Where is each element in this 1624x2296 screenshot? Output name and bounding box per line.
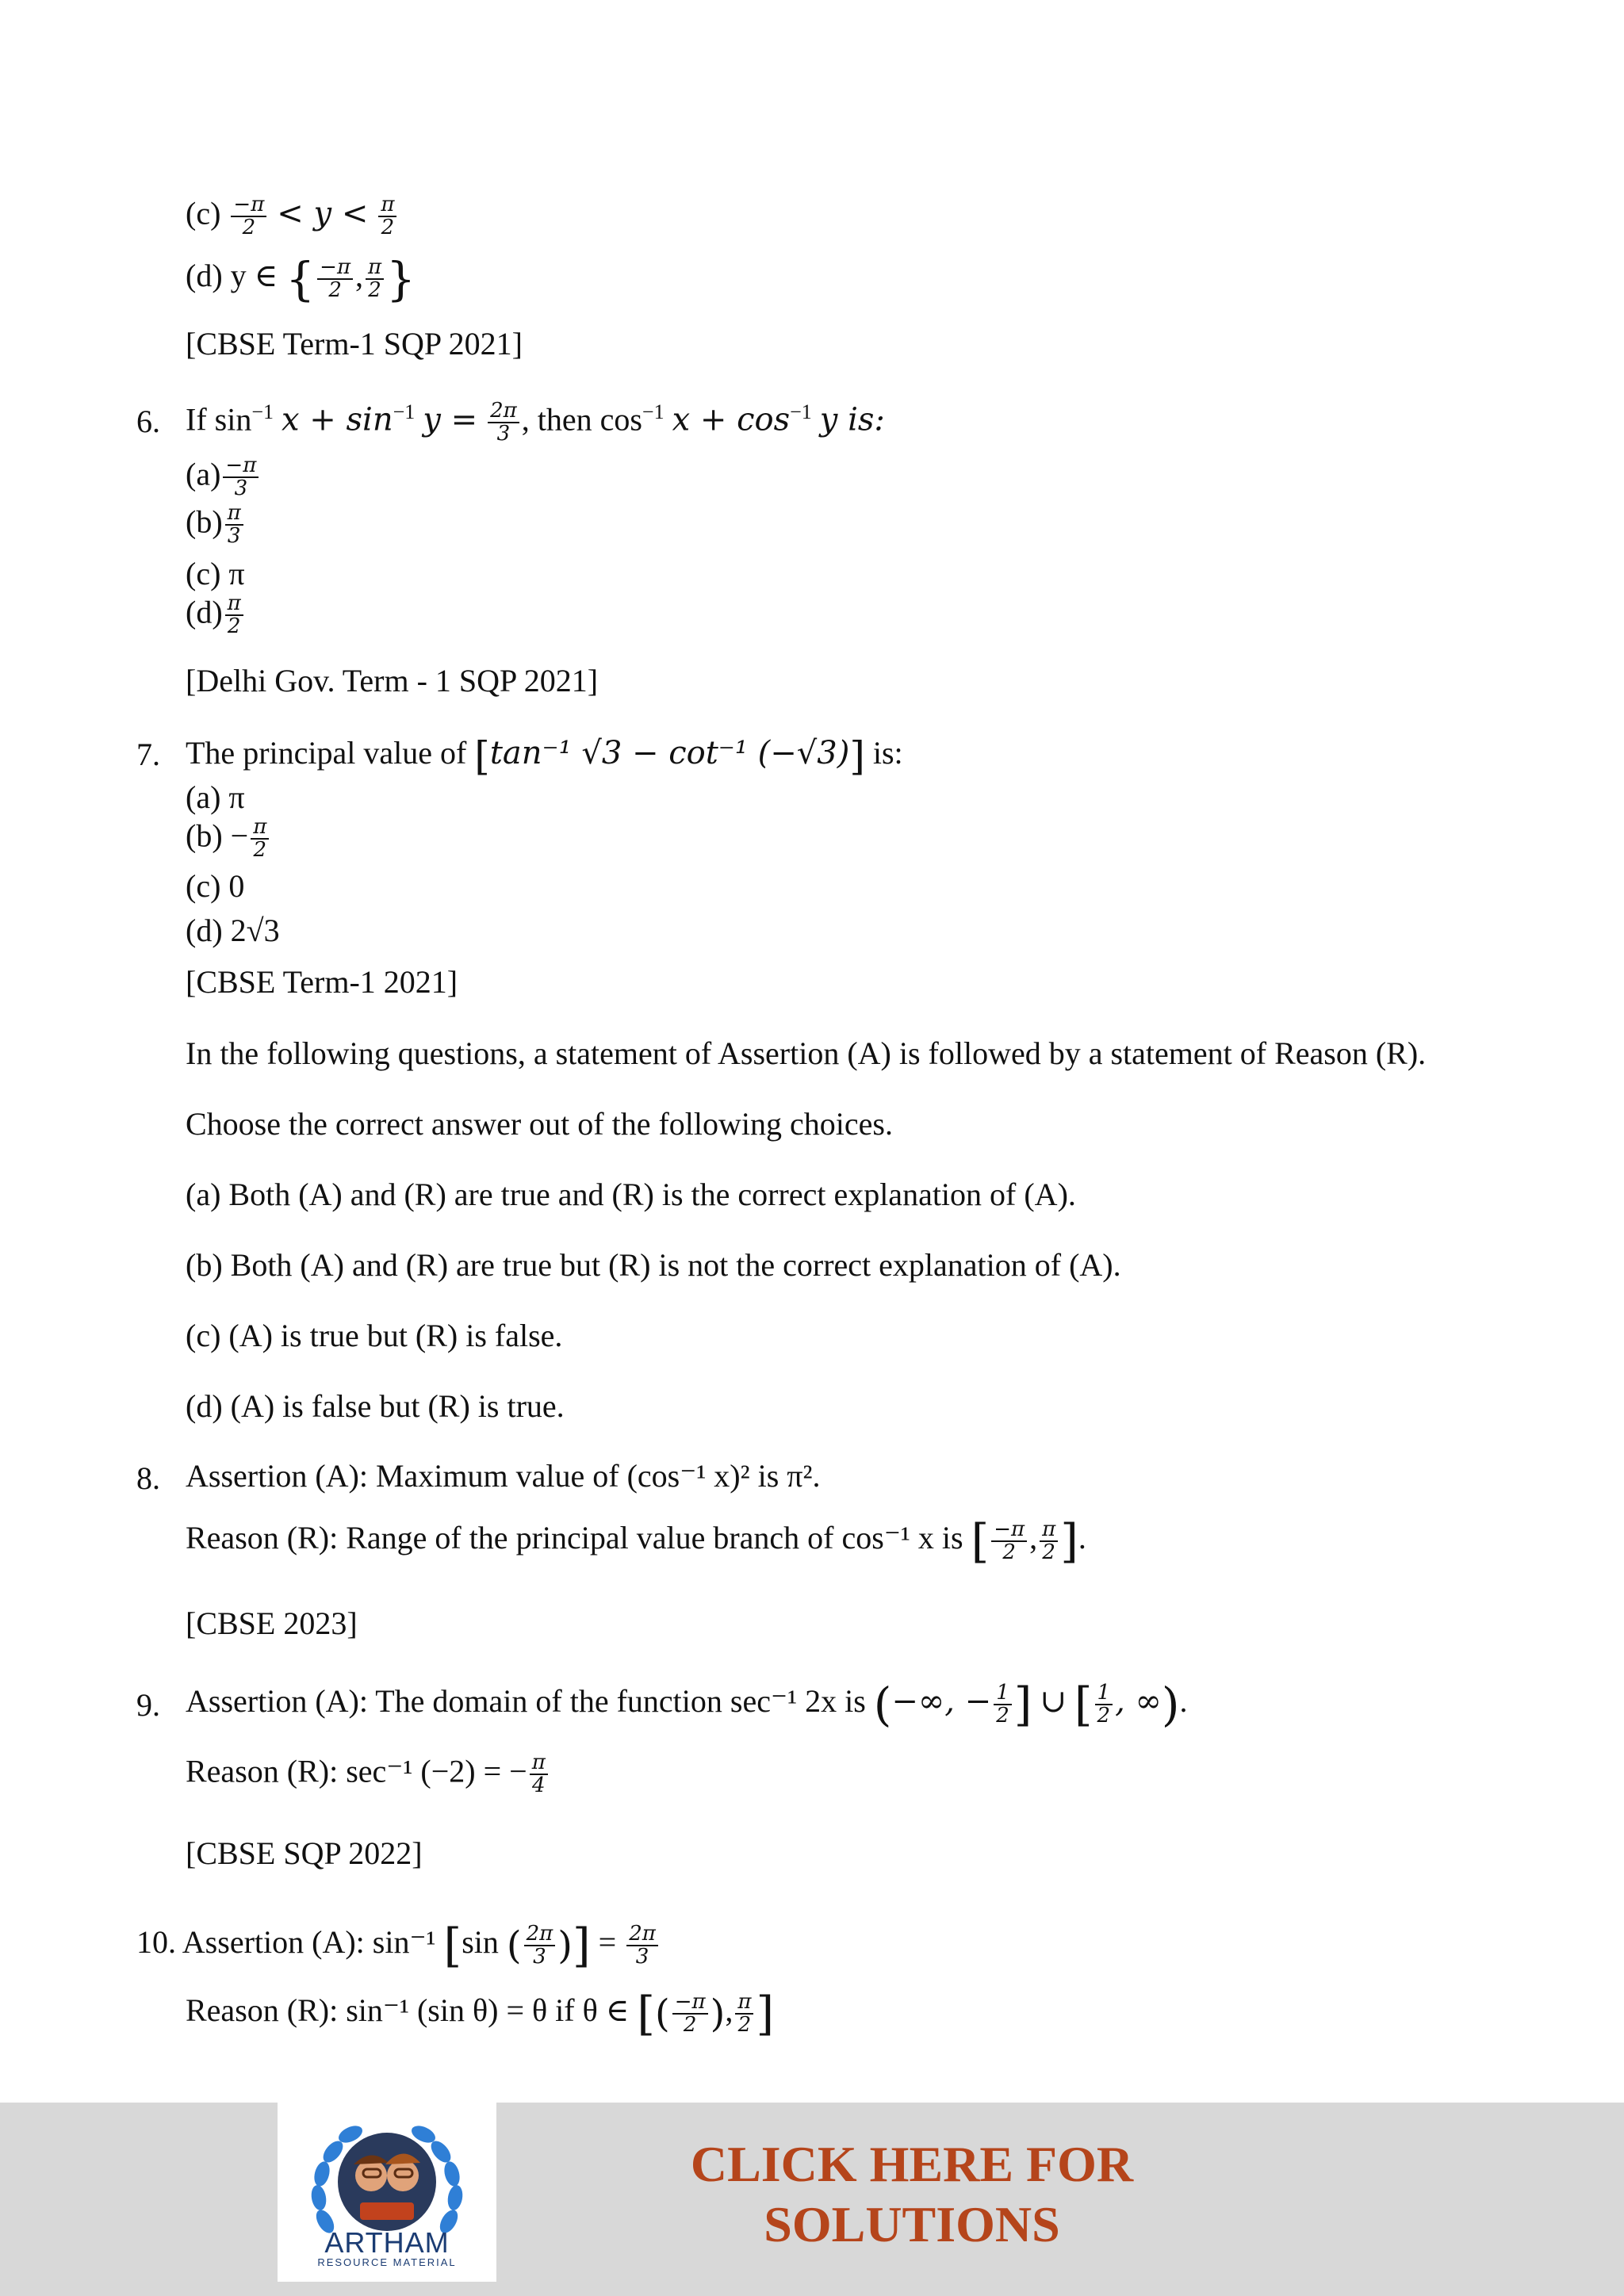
- ar-choice-a: (a) Both (A) and (R) are true and (R) is the correct explanation of (A).: [186, 1177, 1076, 1212]
- q6-source: [Delhi Gov. Term - 1 SQP 2021]: [186, 663, 599, 698]
- q5-option-c: (c) $\frac{-\pi}{2}$ < y < $\frac{\pi}{2}$: [186, 194, 399, 239]
- q7-source: [CBSE Term-1 2021]: [186, 964, 458, 1000]
- q6-option-d: (d) $\frac{\pi}{2}$: [186, 593, 246, 638]
- q6-option-b: (b) $\frac{\pi}{3}$: [186, 503, 246, 548]
- q6-option-c: (c) π: [186, 556, 245, 591]
- q8-number: 8.: [136, 1460, 160, 1496]
- q10-assertion: 10. Assertion (A): sin⁻¹ [sin ( $\frac{2\pi}{3}$ )] = $\frac{2\pi}{3}$: [136, 1919, 661, 1973]
- q9-source: [CBSE SQP 2022]: [186, 1835, 423, 1871]
- ar-intro: In the following questions, a statement of Assertion (A) is followed by a statement of Reason (R).: [186, 1035, 1427, 1071]
- q10-reason: Reason (R): sin⁻¹ (sin θ) = θ if θ ∈ [( $\frac{-\pi}{2}$ ), $\frac{\pi}{2}$ ]: [186, 1987, 775, 2041]
- q6-number: 6.: [136, 404, 160, 439]
- ar-choose: Choose the correct answer out of the following choices.: [186, 1106, 893, 1142]
- solutions-link[interactable]: [626, 2134, 1197, 2254]
- q8-source: [CBSE 2023]: [186, 1605, 358, 1641]
- q7-option-d: (d) 2√3: [186, 913, 280, 948]
- q7-number: 7.: [136, 737, 160, 772]
- q9-number: 9.: [136, 1687, 160, 1723]
- q7-option-c: (c) 0: [186, 868, 245, 904]
- ar-choice-b: (b) Both (A) and (R) are true but (R) is not the correct explanation of (A).: [186, 1247, 1121, 1283]
- brand-name: ARTHAM: [324, 2226, 450, 2259]
- brand-subtitle: RESOURCE MATERIAL: [317, 2256, 457, 2268]
- q5-source: [CBSE Term-1 SQP 2021]: [186, 326, 523, 362]
- cta-line-2: SOLUTIONS: [764, 2195, 1060, 2252]
- ar-choice-c: (c) (A) is true but (R) is false.: [186, 1318, 563, 1353]
- ar-choice-d: (d) (A) is false but (R) is true.: [186, 1388, 565, 1424]
- q7-option-b: (b) − $\frac{\pi}{2}$: [186, 817, 271, 862]
- q9-assertion: Assertion (A): The domain of the function sec⁻¹ 2x is (−∞, − $\frac{1}{2}$ ] ∪ [ $\frac{1}{2}$ , ∞).: [186, 1678, 1188, 1732]
- q7-option-a: (a) π: [186, 779, 245, 815]
- q8-assertion: Assertion (A): Maximum value of (cos⁻¹ x)² is π².: [186, 1458, 821, 1494]
- q6-option-a: (a) $\frac{-\pi}{3}$: [186, 455, 261, 500]
- q8-reason: Reason (R): Range of the principal value branch of cos⁻¹ x is [ $\frac{-\pi}{2}$ , $\frac{\pi}{2}$ ].: [186, 1514, 1086, 1568]
- q9-reason: Reason (R): sec⁻¹ (−2) = − $\frac{\pi}{4}$: [186, 1752, 550, 1797]
- q7-stem: The principal value of [tan⁻¹ √3 − cot⁻¹ (−√3)] is:: [186, 733, 903, 779]
- q6-stem: If $\sin^{-1} x + \sin^{-1} y$ = $\frac{2\pi}{3}$ , then $\cos^{-1} x + \cos^{-1} y$ is:: [186, 399, 885, 446]
- q5-option-d: (d) y ∈ { $\frac{-\pi}{2}$ , $\frac{\pi}{2}$ }: [186, 252, 416, 306]
- cta-line-1: CLICK HERE FOR: [690, 2136, 1134, 2192]
